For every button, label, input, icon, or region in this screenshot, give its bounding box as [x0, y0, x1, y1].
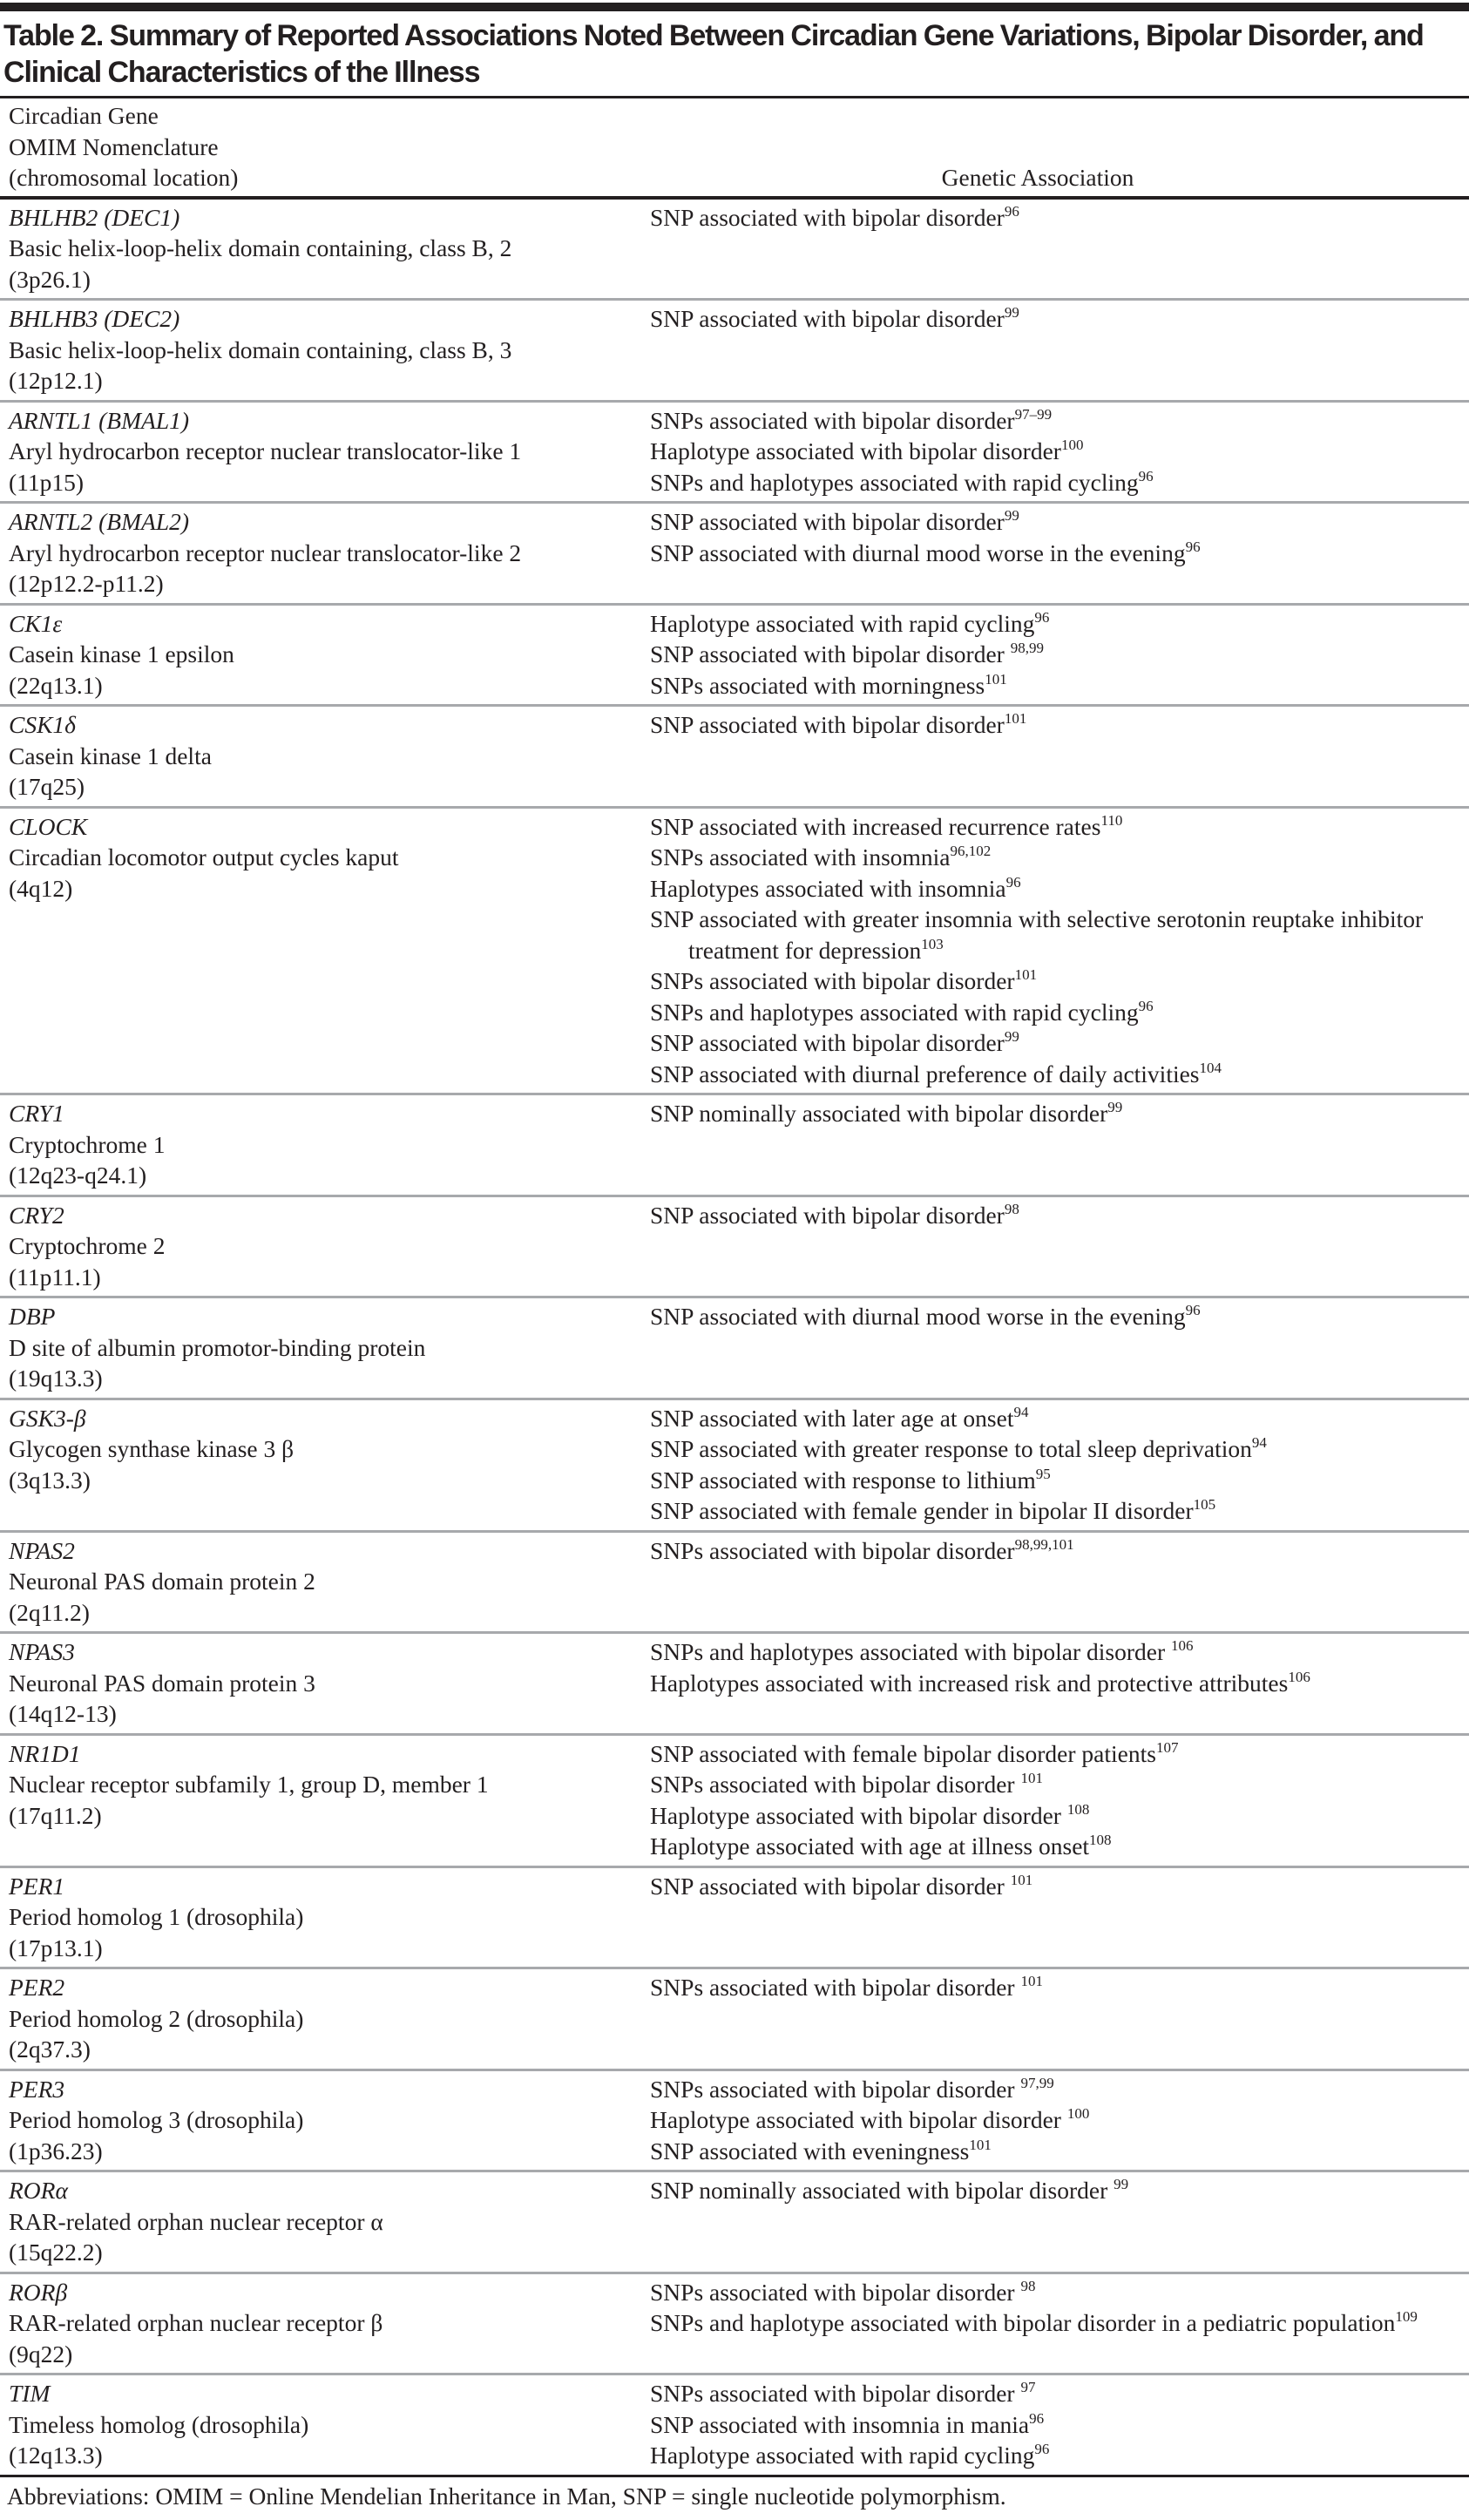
reference-superscript: 106 — [1171, 1637, 1194, 1654]
association-item — [650, 2074, 1466, 2105]
association-cell — [648, 2175, 1469, 2268]
gene-symbol: DBP — [9, 1303, 56, 1330]
association-text: SNPs associated with bipolar disorder — [650, 2075, 1021, 2103]
gene-name: Period homolog 2 (drosophila) — [9, 2004, 304, 2032]
association-text: SNP associated with female gender in bipolar II disorder — [650, 1497, 1194, 1524]
gene-cell — [0, 1403, 648, 1527]
gene-symbol: ARNTL2 (BMAL2) — [9, 508, 190, 535]
gene-symbol: NPAS3 — [9, 1638, 75, 1665]
gene-cell — [0, 1200, 648, 1293]
association-cell — [648, 2277, 1469, 2370]
association-text: SNPs associated with bipolar disorder — [650, 406, 1015, 434]
chromosomal-location: (12q23-q24.1) — [9, 1162, 147, 1189]
association-item — [650, 1403, 1466, 1434]
table-title: Table 2. Summary of Reported Associations Noted Between Circadian Gene Variations, Bipolar Disorder, and Clinical Characteristics of the Illness — [3, 19, 1424, 89]
reference-superscript: 96 — [1185, 538, 1201, 555]
gene-symbol: NPAS2 — [9, 1536, 75, 1564]
reference-superscript: 96,102 — [950, 843, 992, 859]
header-label: Genetic Association — [941, 164, 1134, 191]
association-cell — [648, 2074, 1469, 2167]
reference-superscript: 94 — [1251, 1434, 1267, 1451]
reference-superscript: 110 — [1100, 811, 1123, 829]
association-text: SNP associated with bipolar disorder — [650, 640, 1011, 667]
association-text: Haplotype associated with bipolar disorder — [650, 2106, 1067, 2133]
association-text: SNPs associated with insomnia — [650, 843, 951, 870]
footnote: Abbreviations: OMIM = Online Mendelian Inheritance in Man, SNP = single nucleotide polymorphism. — [7, 2482, 1006, 2510]
association-item — [650, 1433, 1466, 1465]
association-text: SNP associated with bipolar disorder — [650, 1029, 1005, 1056]
association-item — [650, 436, 1466, 467]
reference-superscript: 99 — [1107, 1099, 1123, 1115]
association-text: SNP associated with female bipolar disorder patients — [650, 1739, 1156, 1767]
table-row — [0, 2274, 1469, 2376]
reference-superscript: 103 — [921, 935, 944, 952]
table-row — [0, 809, 1469, 1096]
table-row — [0, 2172, 1469, 2274]
association-text: SNP associated with later age at onset — [650, 1404, 1014, 1432]
gene-name: Neuronal PAS domain protein 3 — [9, 1669, 315, 1697]
association-cell — [648, 1098, 1469, 1191]
table-row — [0, 1634, 1469, 1736]
association-item — [650, 873, 1466, 904]
gene-symbol: BHLHB2 (DEC1) — [9, 203, 180, 231]
gene-cell — [0, 1972, 648, 2065]
gene-cell — [0, 303, 648, 396]
reference-superscript: 101 — [985, 670, 1007, 688]
table-row — [0, 200, 1469, 301]
gene-symbol: ARNTL1 (BMAL1) — [9, 406, 190, 434]
association-text: Haplotypes associated with insomnia — [650, 874, 1006, 902]
gene-symbol: CSK1δ — [9, 711, 76, 738]
association-cell — [648, 405, 1469, 498]
association-text: SNP nominally associated with bipolar disorder — [650, 2177, 1114, 2204]
association-text: SNP associated with diurnal preference of daily activities — [650, 1060, 1200, 1087]
association-text: Haplotype associated with rapid cycling — [650, 2442, 1035, 2469]
reference-superscript: 99 — [1114, 2176, 1129, 2192]
reference-superscript: 96 — [1034, 2441, 1050, 2457]
table-row — [0, 1298, 1469, 1400]
association-text: SNPs and haplotypes associated with rapid cycling — [650, 998, 1139, 1026]
table-row — [0, 707, 1469, 809]
association-item — [650, 1972, 1466, 2003]
association-text: SNP associated with diurnal mood worse in the evening — [650, 1303, 1186, 1330]
association-item — [650, 1800, 1466, 1832]
gene-symbol: BHLHB3 (DEC2) — [9, 305, 180, 332]
association-item — [650, 670, 1466, 701]
association-text: SNPs and haplotypes associated with rapid cycling — [650, 468, 1139, 496]
association-text: SNPs associated with bipolar disorder — [650, 967, 1015, 994]
gene-name: Casein kinase 1 epsilon — [9, 640, 234, 667]
association-item — [650, 1098, 1466, 1129]
chromosomal-location: (17p13.1) — [9, 1934, 103, 1961]
gene-symbol: CRY1 — [9, 1100, 64, 1127]
reference-superscript: 107 — [1155, 1738, 1179, 1756]
gene-name: Basic helix-loop-helix domain containing, class B, 3 — [9, 335, 512, 363]
association-text: SNPs associated with bipolar disorder — [650, 2380, 1021, 2407]
association-item — [650, 2378, 1466, 2409]
association-text: SNP nominally associated with bipolar disorder — [650, 1100, 1108, 1127]
association-item — [650, 1871, 1466, 1902]
association-item — [650, 709, 1466, 741]
reference-superscript: 109 — [1395, 2308, 1418, 2325]
chromosomal-location: (1p36.23) — [9, 2137, 103, 2164]
gene-name: Aryl hydrocarbon receptor nuclear translocator-like 1 — [9, 437, 522, 464]
association-cell — [648, 608, 1469, 701]
reference-superscript: 98,99 — [1010, 640, 1044, 656]
chromosomal-location: (12p12.2-p11.2) — [9, 570, 164, 597]
association-item — [650, 608, 1466, 640]
gene-cell — [0, 1871, 648, 1964]
association-item — [650, 639, 1466, 670]
gene-name: Cryptochrome 2 — [9, 1232, 166, 1259]
association-text: Haplotype associated with bipolar disorder — [650, 1801, 1067, 1829]
association-item — [650, 1769, 1466, 1800]
reference-superscript: 94 — [1013, 1403, 1029, 1420]
gene-name: RAR-related orphan nuclear receptor α — [9, 2207, 383, 2235]
association-item — [650, 842, 1466, 873]
gene-cell — [0, 506, 648, 600]
table-row — [0, 1400, 1469, 1533]
association-text: SNP associated with insomnia in mania — [650, 2410, 1030, 2438]
association-cell — [648, 1636, 1469, 1730]
gene-name: Circadian locomotor output cycles kaput — [9, 843, 399, 870]
association-item — [650, 811, 1466, 843]
association-text: Haplotype associated with rapid cycling — [650, 609, 1035, 637]
table-row — [0, 1868, 1469, 1970]
association-item — [650, 1535, 1466, 1567]
gene-name: Period homolog 1 (drosophila) — [9, 1903, 304, 1930]
table-header — [0, 98, 1469, 200]
gene-symbol: PER2 — [9, 1974, 65, 2001]
reference-superscript: 99 — [1004, 304, 1019, 321]
association-cell — [648, 1871, 1469, 1964]
table-row — [0, 403, 1469, 505]
association-item — [650, 1301, 1466, 1332]
gene-symbol: TIM — [9, 2380, 51, 2407]
table-row — [0, 301, 1469, 403]
reference-superscript: 98 — [1020, 2277, 1036, 2294]
association-item — [650, 202, 1466, 234]
association-text: SNPs associated with bipolar disorder — [650, 1771, 1021, 1798]
chromosomal-location: (3q13.3) — [9, 1466, 91, 1494]
chromosomal-location: (17q25) — [9, 773, 85, 800]
gene-cell — [0, 2074, 648, 2167]
association-text: SNPs associated with morningness — [650, 671, 985, 699]
association-item — [650, 538, 1466, 569]
reference-superscript: 96 — [1029, 2409, 1045, 2427]
reference-superscript: 104 — [1199, 1059, 1222, 1076]
chromosomal-location: (19q13.3) — [9, 1365, 103, 1392]
association-text: SNP associated with bipolar disorder — [650, 305, 1005, 332]
association-item — [650, 405, 1466, 437]
gene-symbol: CLOCK — [9, 812, 88, 840]
gene-name: Casein kinase 1 delta — [9, 742, 212, 769]
reference-superscript: 101 — [1020, 1770, 1043, 1786]
reference-superscript: 95 — [1035, 1465, 1051, 1482]
table-row — [0, 1197, 1469, 1299]
gene-name: Nuclear receptor subfamily 1, group D, member 1 — [9, 1771, 489, 1798]
association-item — [650, 904, 1466, 965]
chromosomal-location: (17q11.2) — [9, 1801, 102, 1829]
header-line: (chromosomal location) — [9, 164, 239, 191]
gene-cell — [0, 811, 648, 1090]
association-item — [650, 2104, 1466, 2136]
gene-name: Period homolog 3 (drosophila) — [9, 2106, 304, 2133]
reference-superscript: 97,99 — [1020, 2074, 1054, 2091]
reference-superscript: 98,99,101 — [1014, 1535, 1074, 1553]
gene-symbol: PER1 — [9, 1872, 65, 1900]
association-text: SNP associated with bipolar disorder — [650, 203, 1005, 231]
association-cell — [648, 303, 1469, 396]
gene-cell — [0, 1098, 648, 1191]
reference-superscript: 96 — [1004, 202, 1019, 220]
association-item — [650, 2136, 1466, 2167]
gene-name: RAR-related orphan nuclear receptor β — [9, 2309, 383, 2336]
table-row — [0, 1533, 1469, 1635]
gene-symbol: GSK3-β — [9, 1404, 86, 1432]
table-row — [0, 504, 1469, 606]
table-row — [0, 1095, 1469, 1197]
gene-cell — [0, 2378, 648, 2471]
association-text: SNP associated with bipolar disorder — [650, 508, 1005, 535]
association-item — [650, 2175, 1466, 2206]
chromosomal-location: (11p15) — [9, 468, 85, 496]
gene-symbol: RORα — [9, 2177, 68, 2204]
association-item — [650, 2409, 1466, 2441]
reference-superscript: 100 — [1066, 2105, 1090, 2122]
gene-cell — [0, 2277, 648, 2370]
chromosomal-location: (3p26.1) — [9, 265, 91, 293]
reference-superscript: 96 — [1185, 1302, 1201, 1318]
header-line: Circadian Gene — [9, 102, 159, 129]
reference-superscript: 97–99 — [1014, 405, 1053, 423]
association-item — [650, 2307, 1466, 2339]
reference-superscript: 101 — [1004, 710, 1027, 727]
reference-superscript: 106 — [1288, 1668, 1310, 1685]
gene-name: Basic helix-loop-helix domain containing, class B, 2 — [9, 234, 512, 261]
gene-symbol: CRY2 — [9, 1201, 64, 1229]
header-line: OMIM Nomenclature — [9, 132, 219, 160]
association-text: SNPs associated with bipolar disorder — [650, 1974, 1021, 2001]
association-text: SNP associated with eveningness — [650, 2137, 970, 2164]
association-text: Haplotype associated with bipolar disorder — [650, 437, 1061, 464]
gene-symbol: NR1D1 — [9, 1739, 81, 1767]
reference-superscript: 99 — [1004, 1028, 1019, 1045]
top-rule — [0, 3, 1469, 11]
association-item — [650, 1200, 1466, 1231]
reference-superscript: 108 — [1089, 1832, 1112, 1848]
header-col-gene — [0, 100, 648, 193]
gene-name: Glycogen synthase kinase 3 β — [9, 1435, 294, 1462]
association-text: SNP associated with greater insomnia with selective serotonin reuptake inhibitor treatment for depression — [650, 905, 1430, 964]
gene-symbol: RORβ — [9, 2278, 68, 2306]
association-cell — [648, 506, 1469, 600]
association-item — [650, 1636, 1466, 1668]
gene-cell — [0, 2175, 648, 2268]
gene-cell — [0, 1301, 648, 1394]
gene-name: Cryptochrome 1 — [9, 1130, 166, 1158]
association-cell — [648, 811, 1469, 1090]
reference-superscript: 108 — [1066, 1800, 1090, 1818]
association-cell — [648, 1403, 1469, 1527]
gene-name: Aryl hydrocarbon receptor nuclear translocator-like 2 — [9, 539, 522, 566]
chromosomal-location: (11p11.1) — [9, 1263, 101, 1290]
association-cell — [648, 1301, 1469, 1394]
association-cell — [648, 1535, 1469, 1629]
chromosomal-location: (22q13.1) — [9, 671, 103, 699]
association-item — [650, 506, 1466, 538]
gene-symbol: CK1ε — [9, 609, 63, 637]
chromosomal-location: (2q37.3) — [9, 2036, 91, 2063]
table-body — [0, 200, 1469, 2477]
gene-cell — [0, 709, 648, 803]
association-item — [650, 997, 1466, 1028]
association-text: SNP associated with response to lithium — [650, 1466, 1036, 1494]
table-row — [0, 2071, 1469, 2173]
association-item — [650, 1059, 1466, 1090]
header-col-association — [648, 100, 1469, 193]
association-cell — [648, 202, 1469, 295]
association-item — [650, 1465, 1466, 1496]
reference-superscript: 97 — [1020, 2379, 1036, 2395]
table-row — [0, 1969, 1469, 2071]
association-item — [650, 1668, 1466, 1699]
gene-cell — [0, 1636, 648, 1730]
reference-superscript: 96 — [1034, 608, 1050, 626]
chromosomal-location: (9q22) — [9, 2340, 73, 2368]
gene-name: D site of albumin promotor-binding protein — [9, 1333, 426, 1361]
association-cell — [648, 2378, 1469, 2471]
chromosomal-location: (2q11.2) — [9, 1598, 90, 1626]
association-text: SNP associated with bipolar disorder — [650, 1872, 1011, 1900]
table-row — [0, 606, 1469, 708]
association-text: Haplotype associated with age at illness onset — [650, 1832, 1090, 1860]
chromosomal-location: (12q13.3) — [9, 2442, 103, 2469]
reference-superscript: 96 — [1005, 873, 1021, 891]
chromosomal-location: (12p12.1) — [9, 367, 103, 394]
association-item — [650, 303, 1466, 335]
chromosomal-location: (4q12) — [9, 874, 73, 902]
gene-cell — [0, 1535, 648, 1629]
reference-superscript: 101 — [969, 2136, 992, 2153]
association-cell — [648, 1972, 1469, 2065]
gene-symbol: PER3 — [9, 2075, 65, 2103]
reference-superscript: 101 — [1010, 1871, 1033, 1888]
association-cell — [648, 709, 1469, 803]
reference-superscript: 99 — [1004, 507, 1019, 524]
association-text: SNP associated with bipolar disorder — [650, 711, 1005, 738]
association-item — [650, 1831, 1466, 1862]
reference-superscript: 100 — [1060, 437, 1084, 453]
gene-name: Timeless homolog (drosophila) — [9, 2410, 309, 2438]
association-cell — [648, 1200, 1469, 1293]
association-text: SNPs associated with bipolar disorder — [650, 1536, 1015, 1564]
association-text: SNPs and haplotypes associated with bipolar disorder — [650, 1638, 1172, 1665]
gene-cell — [0, 405, 648, 498]
association-text: SNPs and haplotype associated with bipolar disorder in a pediatric population — [650, 2309, 1396, 2336]
association-text: SNP associated with greater response to total sleep deprivation — [650, 1435, 1252, 1462]
association-item — [650, 1495, 1466, 1527]
gene-cell — [0, 1738, 648, 1862]
chromosomal-location: (14q12-13) — [9, 1700, 117, 1727]
association-text: SNP associated with diurnal mood worse in the evening — [650, 539, 1186, 566]
table-row — [0, 2375, 1469, 2477]
association-item — [650, 1027, 1466, 1059]
chromosomal-location: (15q22.2) — [9, 2239, 103, 2266]
association-item — [650, 2277, 1466, 2308]
association-text: SNP associated with increased recurrence rates — [650, 812, 1101, 840]
reference-superscript: 101 — [1020, 1973, 1043, 1989]
association-cell — [648, 1738, 1469, 1862]
association-item — [650, 965, 1466, 997]
association-item — [650, 1738, 1466, 1770]
gene-cell — [0, 202, 648, 295]
gene-name: Neuronal PAS domain protein 2 — [9, 1568, 315, 1595]
association-text: SNP associated with bipolar disorder — [650, 1201, 1005, 1229]
reference-superscript: 96 — [1138, 467, 1154, 484]
association-text: SNPs associated with bipolar disorder — [650, 2278, 1021, 2306]
association-text: Haplotypes associated with increased risk and protective attributes — [650, 1669, 1289, 1697]
gene-association-table — [0, 96, 1469, 2477]
reference-superscript: 101 — [1014, 966, 1038, 983]
association-item — [650, 467, 1466, 498]
table-row — [0, 1736, 1469, 1868]
reference-superscript: 105 — [1193, 1496, 1216, 1513]
association-item — [650, 2440, 1466, 2471]
gene-cell — [0, 608, 648, 701]
reference-superscript: 98 — [1004, 1200, 1019, 1217]
reference-superscript: 96 — [1138, 997, 1154, 1014]
